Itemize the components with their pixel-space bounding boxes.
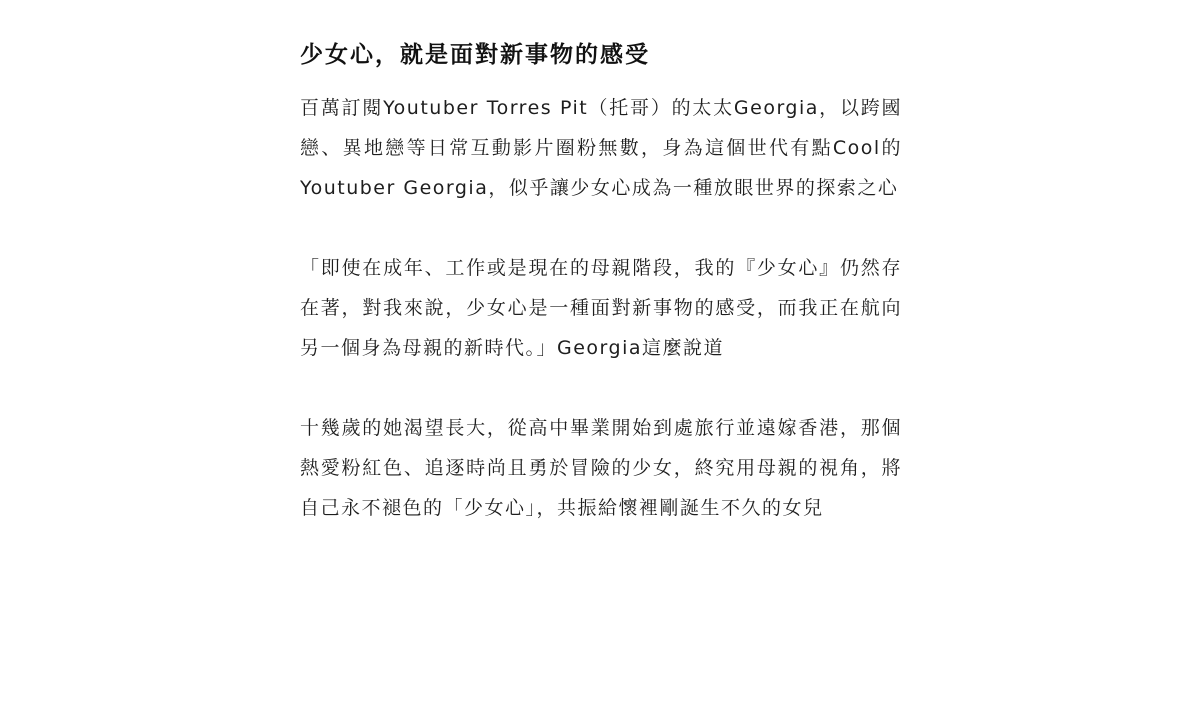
- article-body: [300, 38, 902, 528]
- article-paragraph-1: 百萬訂閱Youtuber Torres Pit（托哥）的太太Georgia，以跨國戀、異地戀等日常互動影片圈粉無數，身為這個世代有點Cool的Youtuber Georgia，似乎讓少女心成為一種放眼世界的探索之心: [300, 97, 902, 199]
- article-paragraph-3: 十幾歲的她渴望長大，從高中畢業開始到處旅行並遠嫁香港，那個熱愛粉紅色、追逐時尚且勇於冒險的少女，終究用母親的視角，將自己永不褪色的「少女心」，共振給懷裡剛誕生不久的女兒: [300, 417, 902, 519]
- article-paragraph-2: 「即使在成年、工作或是現在的母親階段，我的『少女心』仍然存在著，對我來說，少女心是一種面對新事物的感受，而我正在航向另一個身為母親的新時代。」Georgia這麼說道: [300, 257, 902, 359]
- article-heading: 少女心，就是面對新事物的感受: [300, 42, 650, 68]
